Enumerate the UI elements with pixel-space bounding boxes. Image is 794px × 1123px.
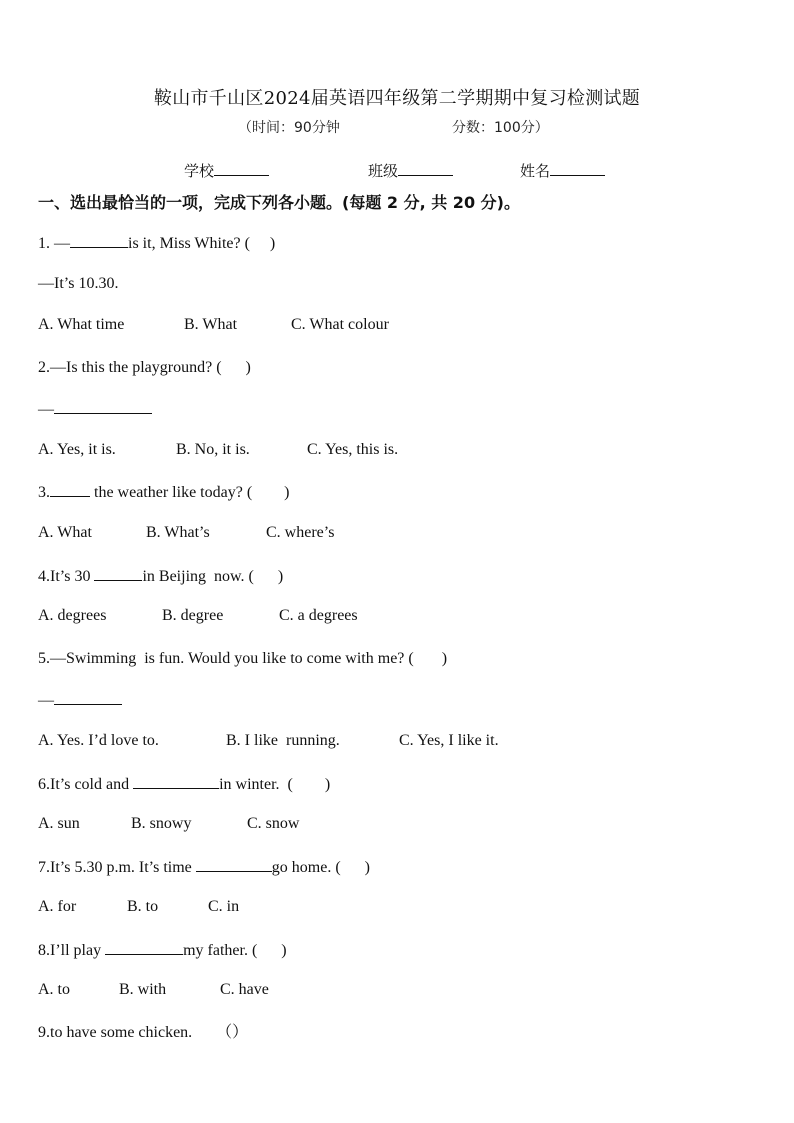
question-text: 3. <box>38 484 50 501</box>
exam-time: （时间：90分钟 <box>238 120 340 136</box>
question-8 <box>38 940 287 961</box>
answer-blank[interactable] <box>196 857 272 872</box>
option-2a[interactable]: A. Yes, it is. <box>38 441 116 458</box>
dash: — <box>38 692 54 709</box>
reply-1: —It’s 10.30. <box>38 275 119 292</box>
option-1c[interactable]: C. What colour <box>291 316 389 333</box>
option-7c[interactable]: C. in <box>208 898 240 915</box>
answer-blank[interactable] <box>105 940 183 955</box>
option-1a[interactable]: A. What time <box>38 316 125 333</box>
page-title: 鞍山市千山区2024届英语四年级第二学期期中复习检测试题 <box>153 88 641 109</box>
option-2c[interactable]: C. Yes, this is. <box>307 441 399 458</box>
question-text: go home. ( ) <box>271 859 370 876</box>
option-5a[interactable]: A. Yes. I’d love to. <box>38 732 159 749</box>
section-heading: 一、选出最恰当的一项，完成下列各小题。(每题 2 分, 共 20 分)。 <box>38 193 520 212</box>
school-label: 学校 <box>184 162 215 180</box>
option-6b[interactable]: B. snowy <box>131 815 192 832</box>
option-6a[interactable]: A. sun <box>38 815 80 832</box>
option-3a[interactable]: A. What <box>38 524 92 541</box>
option-6c[interactable]: C. snow <box>247 815 300 832</box>
option-3c[interactable]: C. where’s <box>266 524 335 541</box>
answer-blank[interactable] <box>133 774 219 789</box>
question-9: 9.to have some chicken. （） <box>38 1024 249 1041</box>
question-6 <box>38 774 330 795</box>
question-text: 7.It’s 5.30 p.m. It’s time <box>38 859 196 876</box>
option-8c[interactable]: C. have <box>220 981 269 998</box>
class-blank[interactable] <box>398 161 453 176</box>
option-2b[interactable]: B. No, it is. <box>176 441 250 458</box>
question-text: is it, Miss White? ( ) <box>128 235 276 252</box>
answer-blank[interactable] <box>54 690 122 705</box>
option-4a[interactable]: A. degrees <box>38 607 107 624</box>
option-4b[interactable]: B. degree <box>162 607 224 624</box>
class-label: 班级 <box>368 162 399 180</box>
question-text: 4.It’s 30 <box>38 568 95 585</box>
question-5: 5.—Swimming is fun. Would you like to come with me? ( ) <box>38 650 448 667</box>
answer-blank[interactable] <box>50 482 90 497</box>
question-3 <box>38 482 289 503</box>
name-field <box>520 160 605 181</box>
option-8a[interactable]: A. to <box>38 981 70 998</box>
question-text: the weather like today? ( ) <box>90 484 290 501</box>
option-5b[interactable]: B. I like running. <box>226 732 340 749</box>
option-4c[interactable]: C. a degrees <box>279 607 358 624</box>
option-8b[interactable]: B. with <box>119 981 167 998</box>
question-text: 6.It’s cold and <box>38 776 134 793</box>
option-3b[interactable]: B. What’s <box>146 524 210 541</box>
reply-2 <box>38 399 152 420</box>
dash: — <box>38 401 54 418</box>
question-text: my father. ( ) <box>183 942 287 959</box>
exam-score: 分数：100分） <box>452 120 549 136</box>
question-1 <box>38 233 275 254</box>
answer-blank[interactable] <box>70 233 128 248</box>
name-blank[interactable] <box>550 161 605 176</box>
question-4 <box>38 566 283 587</box>
answer-blank[interactable] <box>54 399 152 414</box>
question-text: 1. — <box>38 235 70 252</box>
option-1b[interactable]: B. What <box>184 316 238 333</box>
name-label: 姓名 <box>520 162 551 180</box>
option-7b[interactable]: B. to <box>127 898 159 915</box>
question-text: in winter. ( ) <box>219 776 331 793</box>
option-7a[interactable]: A. for <box>38 898 77 915</box>
class-field <box>368 160 453 181</box>
question-text: 8.I’ll play <box>38 942 106 959</box>
school-field <box>184 160 269 181</box>
question-2: 2.—Is this the playground? ( ) <box>38 359 251 376</box>
school-blank[interactable] <box>214 161 269 176</box>
option-5c[interactable]: C. Yes, I like it. <box>399 732 499 749</box>
answer-blank[interactable] <box>94 566 142 581</box>
question-text: in Beijing now. ( ) <box>142 568 284 585</box>
question-7 <box>38 857 370 878</box>
reply-5 <box>38 690 122 711</box>
